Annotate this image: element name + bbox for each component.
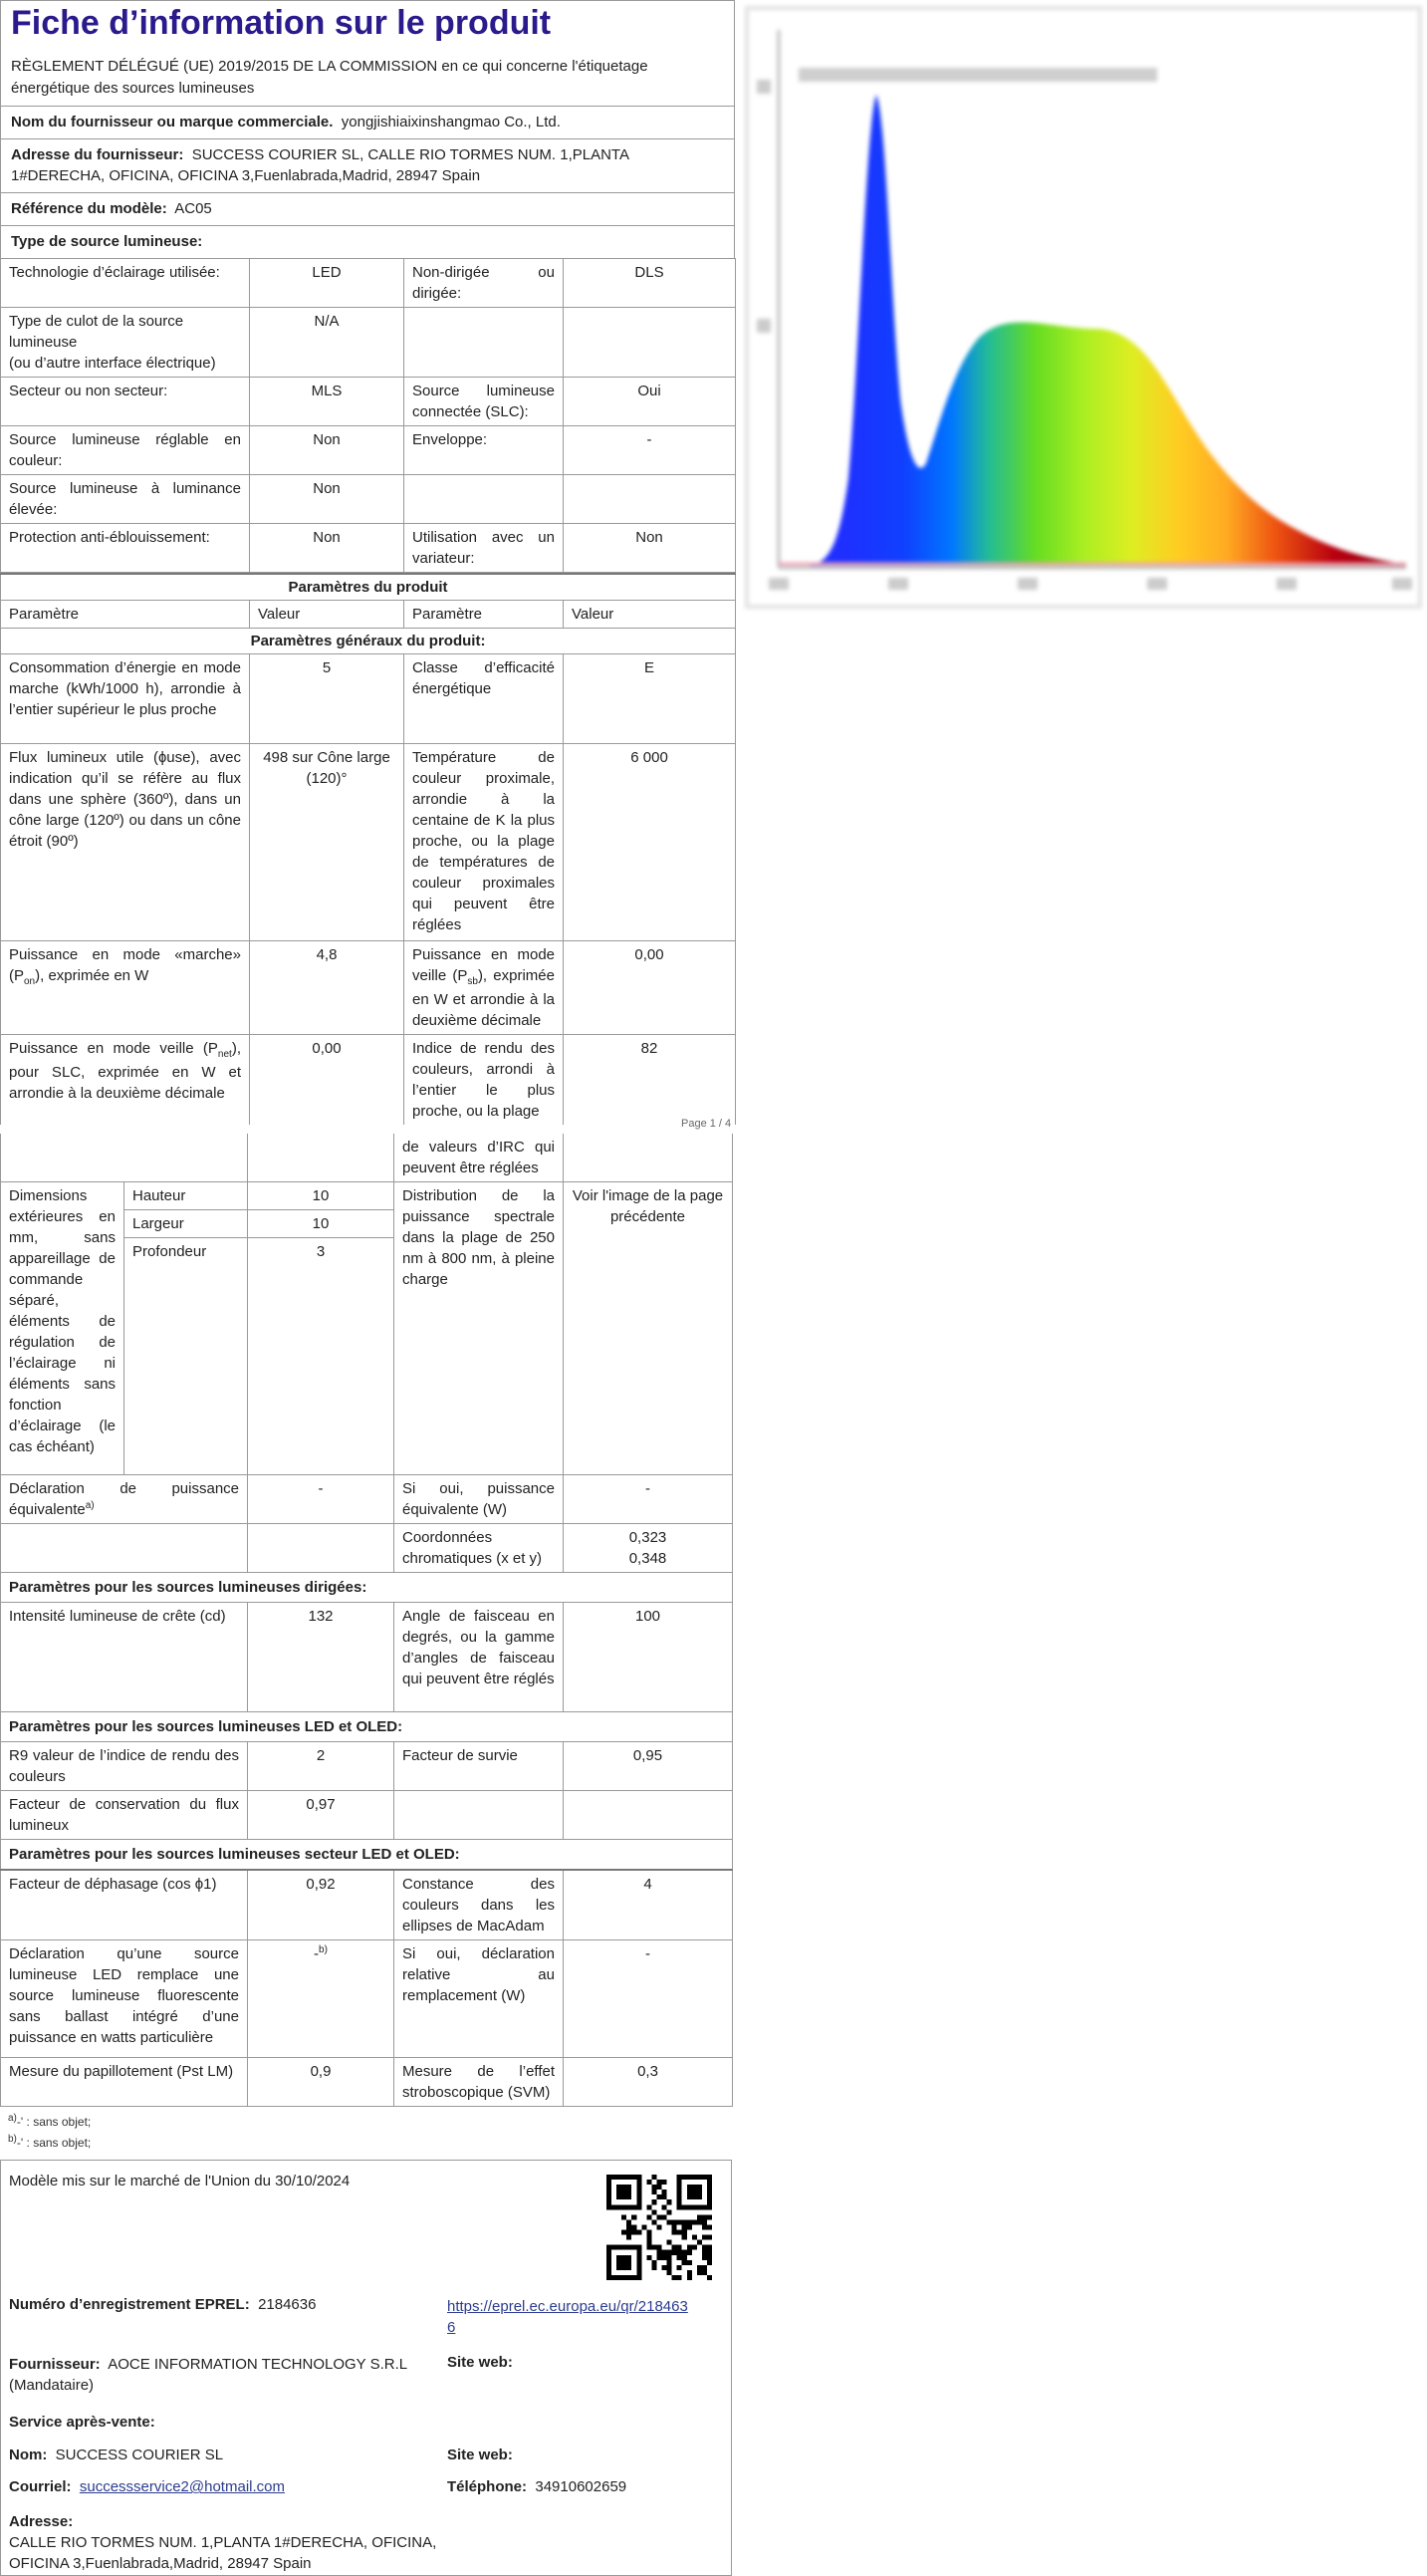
page-2 [0,1134,732,2576]
power-factor-value: 0,92 [248,1870,394,1940]
directional-label: Non-dirigée ou dirigée: [404,258,564,307]
p-net-value: 0,00 [250,1034,404,1125]
service-name-row [9,2447,223,2463]
p-sb-sub: sb [467,975,478,987]
energy-label: Consommation d’énergie en mode marche (kWh/1000 h), arrondie à l’entier supérieur le plus proche [1,653,250,743]
high-luminance-value: Non [250,474,404,523]
equiv-if-yes-value: - [564,1475,733,1524]
colour-tunable-label: Source lumineuse réglable en couleur: [1,425,250,474]
phone-value: 34910602659 [535,2478,627,2496]
table-row [1,1034,736,1125]
page-1 [0,0,735,1125]
dimensions-label: Dimensions extérieures en mm, sans appareillage de commande séparé, éléments de régulation de l’éclairage ni éléments sans fonction d’éclairage (le cas échéant) [1,1182,124,1475]
svm-value: 0,3 [564,2058,733,2107]
table-row [1,523,736,572]
empty-cell [564,307,736,377]
p-net-label [1,1034,250,1125]
model-ref-row [0,192,735,225]
empty-cell [248,1524,394,1573]
table-row [1,1742,733,1791]
x-tick-label [1392,578,1412,590]
chromaticity-value [564,1524,733,1573]
light-source-type-table [0,258,736,573]
equiv-value: - [248,1475,394,1524]
equiv-sup: a) [85,1500,95,1511]
peak-intensity-value: 132 [248,1603,394,1712]
eprel-link[interactable] [447,2296,696,2338]
table-row [1,574,736,601]
footnote-b [8,2132,724,2153]
survival-label: Facteur de survie [394,1742,564,1791]
colour-tunable-value: Non [250,425,404,474]
table-row [1,258,736,307]
efficiency-class-value: E [564,653,736,743]
x-tick-label [1277,578,1297,590]
peak-intensity-label: Intensité lumineuse de crête (cd) [1,1603,248,1712]
spectrum-curve [809,95,1406,566]
eprel-label: Numéro d’enregistrement EPREL: [9,2296,250,2314]
efficiency-class-label: Classe d’efficacité énergétique [404,653,564,743]
flicker-value: 0,9 [248,2058,394,2107]
footnote-a-text: -' : sans objet; [16,2115,92,2129]
p-on-label-b: ), exprimée en W [35,966,149,984]
replacement-if-yes-label: Si oui, déclaration relative au remplacement (W) [394,1940,564,2058]
flux-value: 498 sur Cône large (120)° [250,743,404,940]
product-params-table [0,573,736,1125]
model-ref-label: Référence du modèle: [11,200,167,218]
cap-label [1,307,250,377]
macadam-label: Constance des couleurs dans les ellipses de MacAdam [394,1870,564,1940]
product-params-heading: Paramètres du produit [1,574,736,601]
replacement-label: Déclaration qu’une source lumineuse LED remplace une source lumineuse fluorescente sans ballast intégré d’une puissance en watts particulière [1,1940,248,2058]
qr-code-icon [606,2175,712,2280]
flux-label: Flux lumineux utile (ɸuse), avec indication qu’il se réfère au flux dans une sphère (360º), dans un cône large (120º) ou dans un cône étroit (90º) [1,743,250,940]
empty-cell [404,474,564,523]
x-tick-label [769,578,789,590]
supplier-name-value: yongjishiaixinshangmao Co., Ltd. [341,113,561,130]
technology-value: LED [250,258,404,307]
table-row [1,377,736,425]
table-row [1,1712,733,1742]
cri-label-bottom: de valeurs d’IRC qui peuvent être réglées [394,1134,564,1182]
table-row [1,653,736,743]
x-tick-label [888,578,908,590]
spectrum-chart [749,10,1418,605]
directional-value: DLS [564,258,736,307]
blurred-caption [799,68,1157,82]
r9-label: R9 valeur de l’indice de rendu des couleurs [1,1742,248,1791]
table-row [1,1791,733,1840]
flicker-label: Mesure du papillotement (Pst LM) [1,2058,248,2107]
column-header-param: Paramètre [1,600,250,628]
mains-value: MLS [250,377,404,425]
email-link[interactable]: successservice2@hotmail.com [79,2478,285,2496]
empty-cell [564,1791,733,1840]
lumen-maintenance-value: 0,97 [248,1791,394,1840]
cap-value: N/A [250,307,404,377]
website-label: Site web: [447,2354,513,2372]
supplier-address-row [0,138,735,193]
height-label: Hauteur [124,1182,248,1210]
p-sb-value: 0,00 [564,940,736,1034]
p-net-label-b: ), pour SLC, exprimée en W et arrondie à la deuxième décimale [9,1039,241,1102]
footnote-b-mark: b) [8,2133,17,2145]
table-row [1,1475,733,1524]
cct-value: 6 000 [564,743,736,940]
high-luminance-label: Source lumineuse à luminance élevée: [1,474,250,523]
cct-label: Température de couleur proximale, arrondie à la centaine de K la plus proche, ou la plage de températures de couleur proximales qui peuvent être réglées [404,743,564,940]
x-tick-label [1147,578,1167,590]
service-name-label: Nom: [9,2447,48,2464]
led-oled-heading: Paramètres pour les sources lumineuses LED et OLED: [1,1712,733,1742]
footnote-a [8,2111,724,2132]
empty-cell [564,1134,733,1182]
product-params-continued [0,1134,733,2107]
supplier-value: AOCE INFORMATION TECHNOLOGY S.R.L (Mandataire) [9,2356,407,2395]
light-source-type-label: Type de source lumineuse: [11,232,203,250]
phone-label: Téléphone: [447,2478,528,2496]
height-value: 10 [248,1182,394,1210]
envelope-label: Enveloppe: [404,425,564,474]
table-row [1,940,736,1034]
empty-cell [248,1134,394,1182]
empty-cell [404,307,564,377]
x-tick-label [1018,578,1038,590]
spd-label: Distribution de la puissance spectrale dans la plage de 250 nm à 800 nm, à pleine charge [394,1182,564,1475]
supplier-address-label: Adresse du fournisseur: [11,145,184,163]
market-date: Modèle mis sur le marché de l'Union du 30/10/2024 [9,2173,351,2190]
email-row [9,2478,285,2495]
depth-value: 3 [248,1238,394,1475]
p-on-sub: on [24,975,36,987]
p-sb-label-b: ), exprimée en W et arrondie à la deuxième décimale [412,966,555,1029]
chromaticity-x: 0,323 [628,1529,667,1546]
empty-cell [1,1134,248,1182]
footnote-a-mark: a) [8,2113,17,2124]
p-on-label [1,940,250,1034]
eprel-value: 2184636 [258,2296,317,2314]
regulation-text: RÈGLEMENT DÉLÉGUÉ (UE) 2019/2015 DE LA COMMISSION en ce qui concerne l'étiquetage énergétique des sources lumineuses [11,58,648,98]
table-row [1,307,736,377]
svm-label: Mesure de l’effet stroboscopique (SVM) [394,2058,564,2107]
beam-angle-label: Angle de faisceau en degrés, ou la gamme d’angles de faisceau qui peuvent être réglés [394,1603,564,1712]
survival-value: 0,95 [564,1742,733,1791]
column-header-param: Paramètre [404,600,564,628]
table-row [1,1573,733,1603]
table-row [1,474,736,523]
power-factor-label: Facteur de déphasage (cos ϕ1) [1,1870,248,1940]
beam-angle-value: 100 [564,1603,733,1712]
empty-cell [1,1524,248,1573]
equiv-label-text: Déclaration de puissance équivalente [9,1480,239,1518]
cap-label-note: (ou d’autre interface électrique) [9,354,216,372]
supplier-name-row [0,106,735,138]
page-title: Fiche d’information sur le produit [11,4,552,42]
mains-label: Secteur ou non secteur: [1,377,250,425]
table-row [1,1134,733,1182]
qr-code [606,2175,712,2280]
anti-glare-label: Protection anti-éblouissement: [1,523,250,572]
p-sb-label-a: Puissance en mode veille (P [412,945,555,984]
connected-value: Oui [564,377,736,425]
replacement-if-yes-value: - [564,1940,733,2058]
connected-label: Source lumineuse connectée (SLC): [404,377,564,425]
chromaticity-label: Coordonnées chromatiques (x et y) [394,1524,564,1573]
empty-cell [394,1791,564,1840]
macadam-value: 4 [564,1870,733,1940]
table-row [1,628,736,653]
website2-label: Site web: [447,2447,513,2464]
light-source-type-heading [0,225,735,258]
depth-label: Profondeur [124,1238,248,1475]
table-row [1,743,736,940]
width-value: 10 [248,1210,394,1238]
column-header-value: Valeur [564,600,736,628]
supplier-row [9,2354,437,2396]
supplier-name-label: Nom du fournisseur ou marque commerciale. [11,113,334,130]
width-label: Largeur [124,1210,248,1238]
table-row [1,1840,733,1871]
column-header-value: Valeur [250,600,404,628]
y-tick-label [757,319,771,333]
email-label: Courriel: [9,2478,72,2496]
page-number: Page 1 / 4 [681,1118,732,1130]
service-name-value: SUCCESS COURIER SL [55,2447,224,2464]
envelope-value: - [564,425,736,474]
lumen-maintenance-label: Facteur de conservation du flux lumineux [1,1791,248,1840]
dimmable-value: Non [564,523,736,572]
equiv-label [1,1475,248,1524]
service-heading-text: Service après-vente: [9,2414,155,2432]
table-row [1,600,736,628]
footnote-b-text: -' : sans objet; [16,2135,92,2150]
replacement-sup: b) [319,1944,328,1955]
supplier-address-value: SUCCESS COURIER SL, CALLE RIO TORMES NUM. 1,PLANTA 1#DERECHA, OFICINA, OFICINA 3,Fuenlabrada,Madrid, 28947 Spain [11,145,629,185]
table-row [1,1182,733,1210]
technology-label: Technologie d’éclairage utilisée: [1,258,250,307]
cri-value: 82 [564,1034,736,1125]
general-params-heading: Paramètres généraux du produit: [1,628,736,653]
replacement-value [248,1940,394,2058]
p-net-label-a: Puissance en mode veille (P [9,1039,218,1057]
address-value: CALLE RIO TORMES NUM. 1,PLANTA 1#DERECHA, OFICINA, OFICINA 3,Fuenlabrada,Madrid, 28947 Spain [9,2534,437,2573]
table-row [1,1940,733,2058]
replacement-value-text: - [314,1945,320,1962]
chromaticity-y: 0,348 [628,1550,667,1567]
p-net-sub: net [217,1048,232,1060]
eprel-link-text[interactable]: https://eprel.ec.europa.eu/qr/2184636 [447,2298,688,2337]
spd-value: Voir l'image de la page précédente [564,1182,733,1475]
energy-value: 5 [250,653,404,743]
mains-led-heading: Paramètres pour les sources lumineuses secteur LED et OLED: [1,1840,733,1871]
p-on-value: 4,8 [250,940,404,1034]
spectrum-image [745,6,1422,609]
address-label: Adresse: [9,2513,74,2531]
empty-cell [564,474,736,523]
y-tick-label [757,80,771,94]
footnotes [0,2107,732,2156]
table-row [1,1524,733,1573]
website-row [447,2354,513,2371]
eprel-row [9,2296,316,2313]
table-row [1,1603,733,1712]
p-sb-label [404,940,564,1034]
cap-label-text: Type de culot de la source lumineuse [9,312,184,351]
dimmable-label: Utilisation avec un variateur: [404,523,564,572]
supplier-label: Fournisseur: [9,2356,101,2374]
equiv-if-yes-label: Si oui, puissance équivalente (W) [394,1475,564,1524]
cri-label-top: Indice de rendu des couleurs, arrondi à l’entier le plus proche, ou la plage [404,1034,564,1125]
table-row [1,425,736,474]
title-block [0,0,735,106]
model-ref-value: AC05 [174,200,212,218]
table-row [1,1870,733,1940]
p-on-label-a: Puissance en mode «marche» (P [9,945,241,984]
phone-row [447,2478,626,2495]
footer-box [0,2160,732,2576]
website2-row [447,2447,513,2463]
address-row [9,2511,467,2574]
table-row [1,2058,733,2107]
directed-heading: Paramètres pour les sources lumineuses dirigées: [1,1573,733,1603]
service-heading [9,2414,155,2431]
anti-glare-value: Non [250,523,404,572]
r9-value: 2 [248,1742,394,1791]
